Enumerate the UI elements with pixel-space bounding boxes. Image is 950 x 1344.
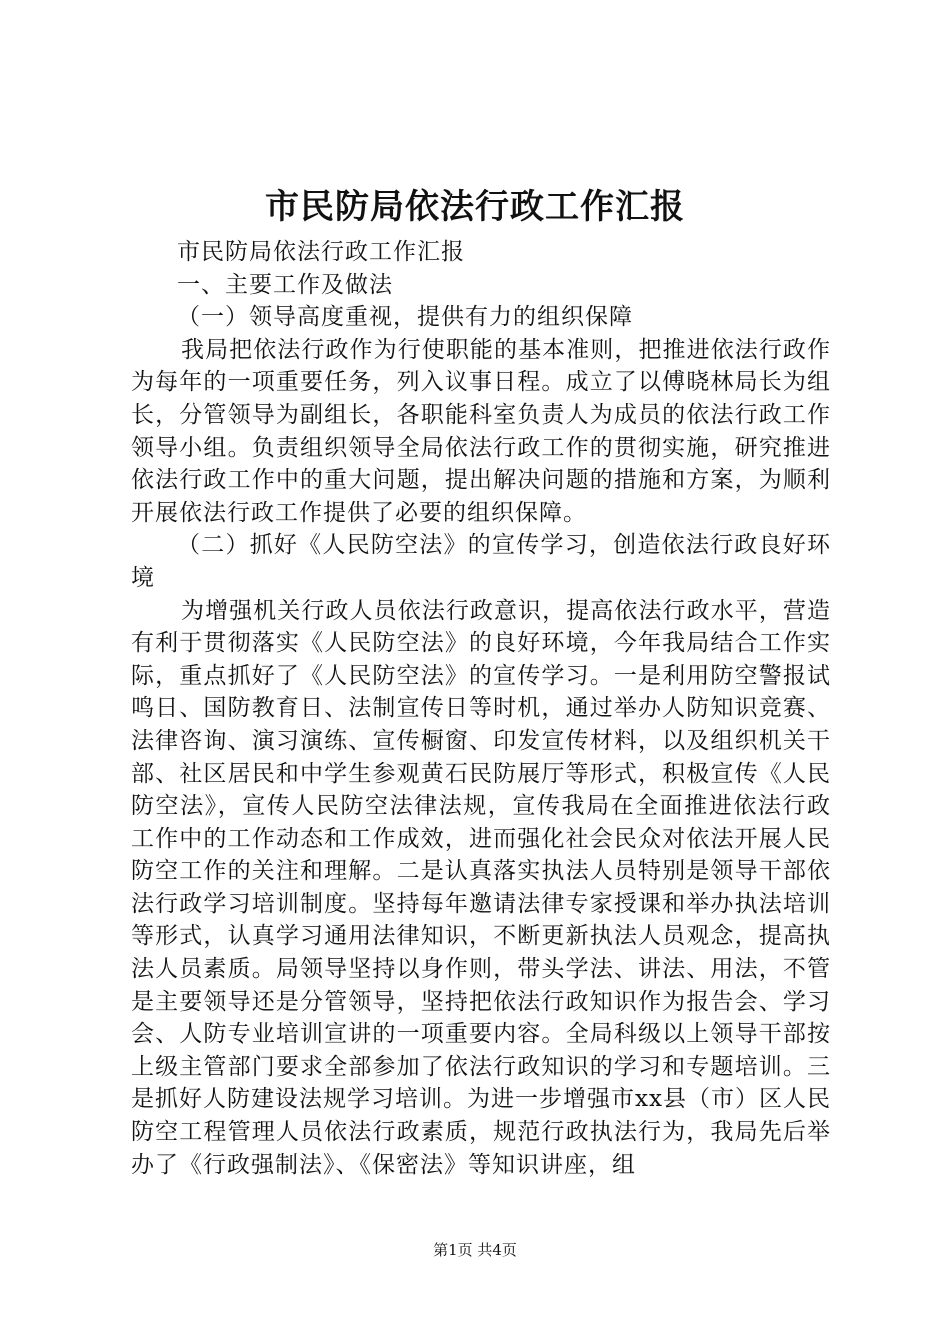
page-footer: 第1页 共4页: [433, 1241, 517, 1259]
paragraph-2: 为增强机关行政人员依法行政意识，提高依法行政水平，营造有利于贯彻落实《人民防空法》的良好环境，今年我局结合工作实际，重点抓好了《人民防空法》的宣传学习。一是利用防空警报试鸣日、国防教育日、法制宣传日等时机，通过举办人防知识竞赛、法律咨询、演习演练、宣传橱窗、印发宣传材料，以及组织机关干部、社区居民和中学生参观黄石民防展厅等形式，积极宣传《人民防空法》，宣传人民防空法律法规，宣传我局在全面推进依法行政工作中的工作动态和工作成效，进而强化社会民众对依法开展人民防空工作的关注和理解。二是认真落实执法人员特别是领导干部依法行政学习培训制度。坚持每年邀请法律专家授课和举办执法培训等形式，认真学习通用法律知识，不断更新执法人员观念，提高执法人员素质。局领导坚持以身作则，带头学法、讲法、用法，不管是主要领导还是分管领导，坚持把依法行政知识作为报告会、学习会、人防专业培训宣讲的一项重要内容。全局科级以上领导干部按上级主管部门要求全部参加了依法行政知识的学习和专题培训。三是抓好人防建设法规学习培训。为进一步增强市xx县（市）区人民防空工程管理人员依法行政素质，规范行政执法行为，我局先后举办了《行政强制法》、《保密法》等知识讲座，组: [131, 597, 831, 1178]
paragraph-1: 我局把依法行政作为行使职能的基本准则，把推进依法行政作为每年的一项重要任务，列入议事日程。成立了以傅晓林局长为组长，分管领导为副组长，各职能科室负责人为成员的依法行政工作领导小组。负责组织领导全局依法行政工作的贯彻实施，研究推进依法行政工作中的重大问题，提出解决问题的措施和方案，为顺利开展依法行政工作提供了必要的组织保障。: [131, 336, 831, 526]
subsection-heading-1: （一）领导高度重视，提供有力的组织保障: [177, 304, 633, 331]
section-heading: 一、主要工作及做法: [177, 271, 393, 298]
subtitle-line: 市民防局依法行政工作汇报: [177, 239, 465, 265]
document-body: [131, 236, 831, 1181]
page-title: 市民防局依法行政工作汇报: [265, 187, 685, 227]
subsection-heading-2: （二）抓好《人民防空法》的宣传学习，创造依法行政良好环境: [131, 532, 831, 591]
